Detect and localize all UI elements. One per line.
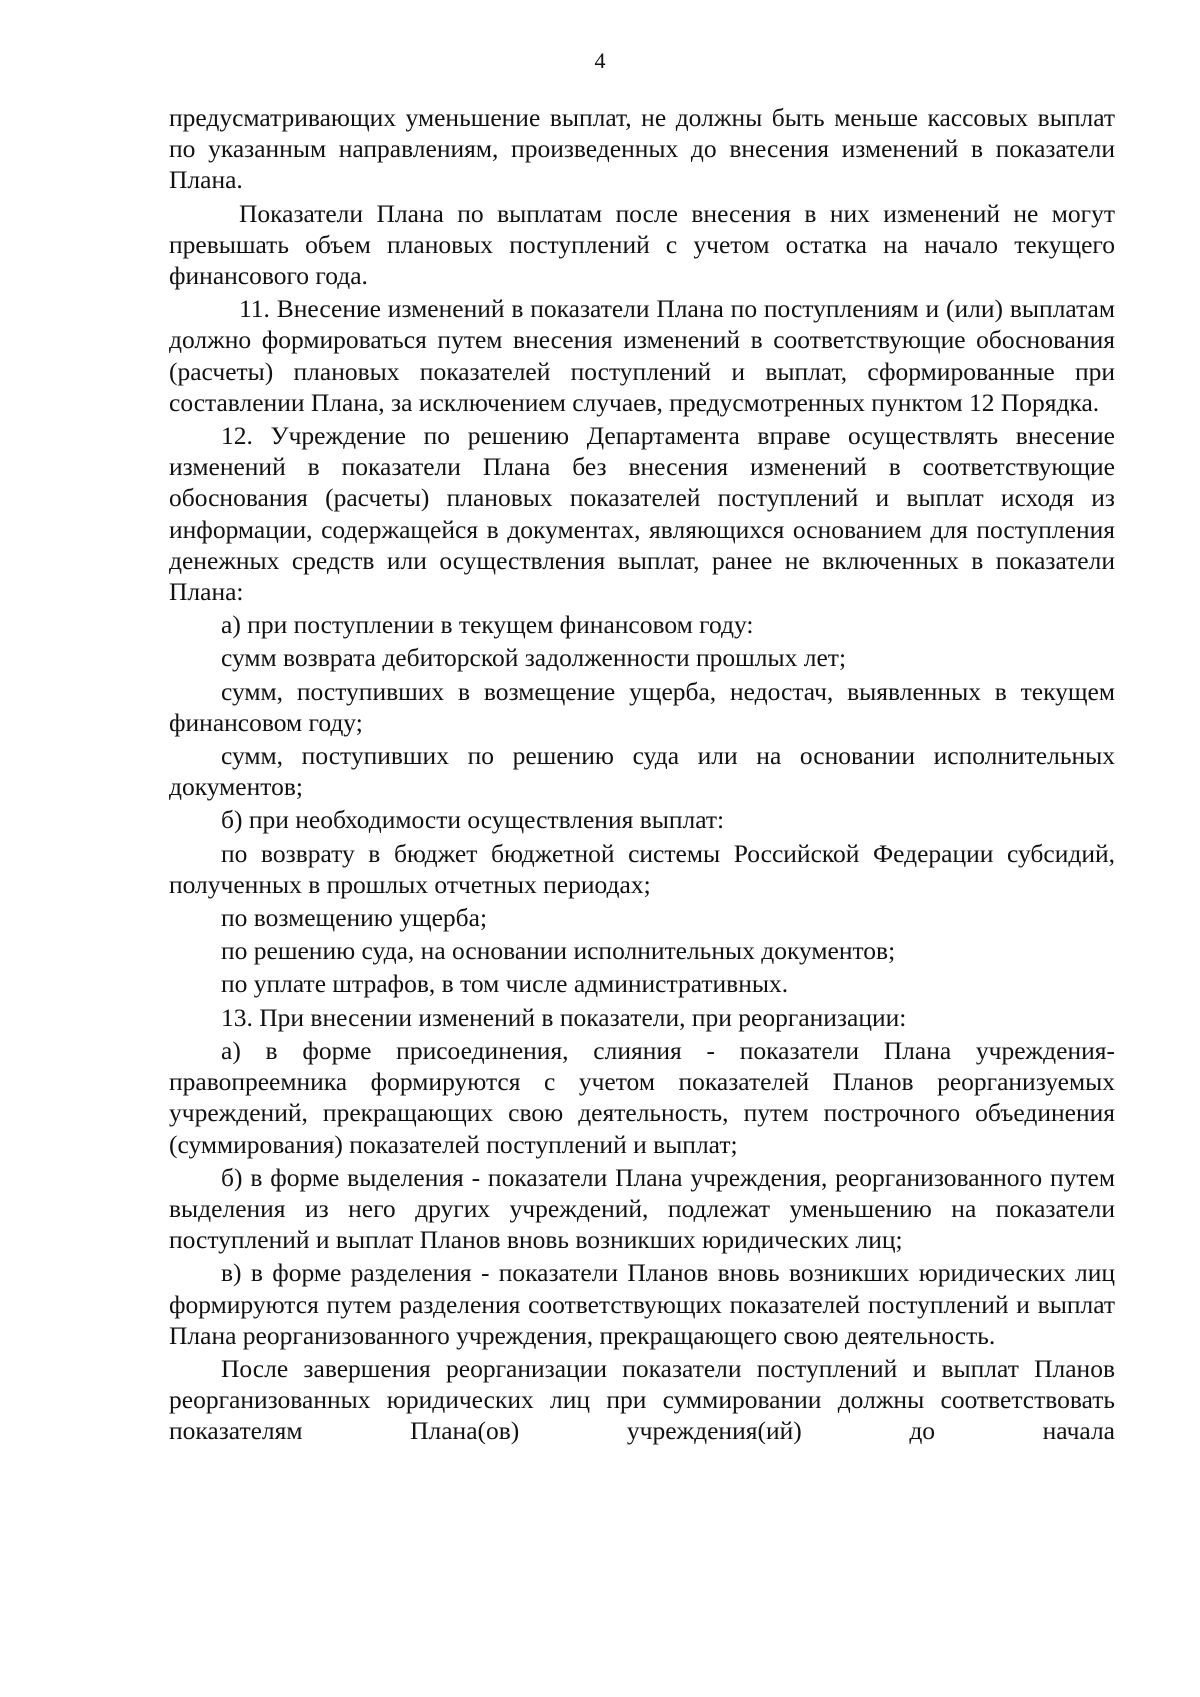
paragraph-receivables: сумм возврата дебиторской задолженности прошлых лет; xyxy=(221,643,847,673)
paragraph-subsidy-return: по возврату в бюджет бюджетной системы Российской Федерации субсидий, полученных в прошлых отчетных периодах; xyxy=(169,838,1115,899)
paragraph-plan-limits: Показатели Плана по выплатам после внесения в них изменений не могут превышать объем плановых поступлений с учетом остатка на начало текущего финансового года. xyxy=(169,198,1115,291)
paragraph-after-reorganization: После завершения реорганизации показатели поступлений и выплат Планов реорганизованных юридических лиц при суммировании должны соответствовать показателям Плана(ов) учреждения(ий) до начала xyxy=(169,1353,1115,1446)
document-body xyxy=(169,102,1115,1449)
paragraph-item-12: 12. Учреждение по решению Департамента вправе осуществлять внесение изменений в показатели Плана без внесения изменений в соответствующие обоснования (расчеты) плановых показателей поступлений и выплат исходя из информации, содержащейся в документах, являющихся основанием для поступления денежных средств или осуществления выплат, ранее не включенных в показатели Плана: xyxy=(169,421,1115,607)
paragraph-fines: по уплате штрафов, в том числе административных. xyxy=(221,969,789,999)
paragraph-division: в) в форме разделения - показатели Планов вновь возникших юридических лиц формируются путем разделения соответствующих показателей поступлений и выплат Плана реорганизованного учреждения, прекращающего свою деятельность. xyxy=(169,1258,1115,1350)
paragraph-subitem-b: б) при необходимости осуществления выплат: xyxy=(221,805,725,835)
paragraph-spin-off: б) в форме выделения - показатели Плана учреждения, реорганизованного путем выделения из него других учреждений, подлежат уменьшению на показатели поступлений и выплат Планов вновь возникших юридических лиц; xyxy=(169,1162,1115,1255)
paragraph-merger: а) в форме присоединения, слияния - показатели Плана учреждения-правопреемника формируются с учетом показателей Планов реорганизуемых учреждений, прекращающих свою деятельность, путем построчного объединения (суммирования) показателей поступлений и выплат; xyxy=(169,1035,1115,1159)
paragraph-item-11: 11. Внесение изменений в показатели Плана по поступлениям и (или) выплатам должно формироваться путем внесения изменений в соответствующие обоснования (расчеты) плановых показателей поступлений и выплат, сформированные при составлении Плана, за исключением случаев, предусмотренных пунктом 12 Порядка. xyxy=(169,294,1115,417)
paragraph-continuation: предусматривающих уменьшение выплат, не должны быть меньше кассовых выплат по указанным направлениям, произведенных до внесения изменений в показатели Плана. xyxy=(169,103,1115,195)
paragraph-damage-reimbursement: по возмещению ущерба; xyxy=(221,903,488,933)
paragraph-damage-compensation: сумм, поступивших в возмещение ущерба, недостач, выявленных в текущем финансовом году; xyxy=(169,676,1115,737)
paragraph-subitem-a: а) при поступлении в текущем финансовом году: xyxy=(221,610,754,640)
paragraph-court-sums: сумм, поступивших по решению суда или на основании исполнительных документов; xyxy=(169,741,1115,802)
paragraph-item-13: 13. При внесении изменений в показатели, при реорганизации: xyxy=(221,1002,907,1032)
paragraph-court-decision: по решению суда, на основании исполнительных документов; xyxy=(221,936,896,966)
page-number: 4 xyxy=(594,48,606,73)
